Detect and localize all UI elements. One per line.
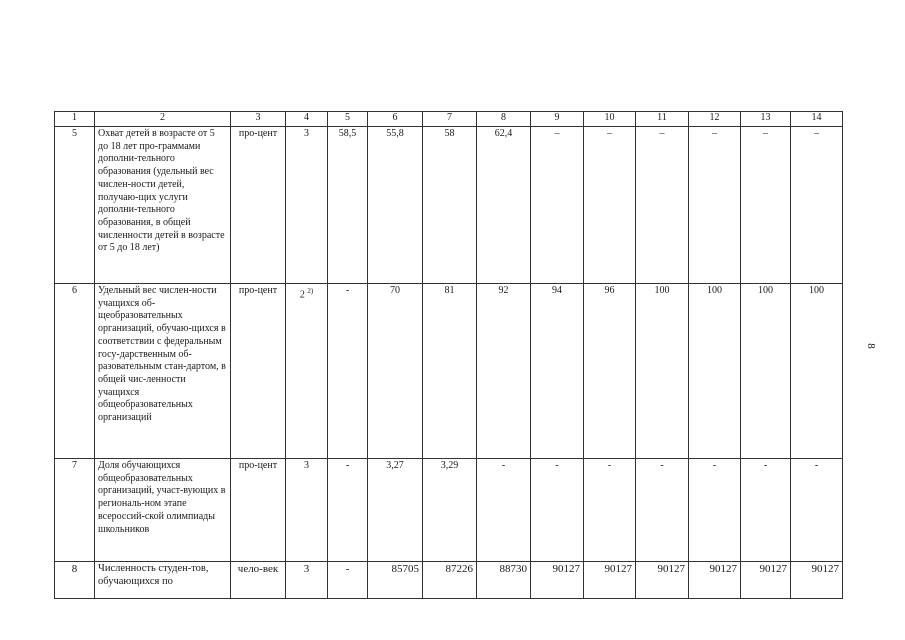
indicator-name: Доля обучающихся общеобразовательных организаций, участ-вующих в региональ-ном этапе всероссий-ской олимпиады школьников — [95, 459, 231, 562]
cell-col7: 3,29 — [423, 459, 477, 562]
cell-col13: – — [741, 127, 791, 284]
cell-col14: – — [791, 127, 843, 284]
cell-col9: 94 — [531, 284, 584, 459]
cell-col6: 55,8 — [368, 127, 423, 284]
header-cell: 14 — [791, 112, 843, 127]
cell-col6: 85705 — [368, 562, 423, 599]
header-cell: 12 — [689, 112, 741, 127]
cell-col12: – — [689, 127, 741, 284]
indicator-name: Охват детей в возрасте от 5 до 18 лет про-граммами дополни-тельного образования (удельный вес числен-ности детей, получаю-щих услуги дополни-тельного образования, в общей численности детей в возрасте от 5 до 18 лет) — [95, 127, 231, 284]
cell-col10: – — [584, 127, 636, 284]
header-cell: 1 — [55, 112, 95, 127]
cell-col12: 100 — [689, 284, 741, 459]
header-row — [55, 112, 843, 127]
table-row — [55, 459, 843, 562]
header-cell: 4 — [286, 112, 328, 127]
table-row — [55, 127, 843, 284]
cell-col5: - — [328, 284, 368, 459]
cell-col4: 3 — [286, 459, 328, 562]
header-cell: 9 — [531, 112, 584, 127]
header-cell: 3 — [231, 112, 286, 127]
table-row — [55, 284, 843, 459]
cell-col11: 100 — [636, 284, 689, 459]
indicator-name: Численность студен-тов, обучающихся по — [95, 562, 231, 599]
header-cell: 13 — [741, 112, 791, 127]
cell-col9: – — [531, 127, 584, 284]
cell-col8: 92 — [477, 284, 531, 459]
cell-col9: - — [531, 459, 584, 562]
indicators-table — [54, 111, 843, 599]
unit: про-цент — [231, 127, 286, 284]
cell-col4-value: 2 — [299, 289, 305, 301]
cell-col11: – — [636, 127, 689, 284]
cell-col4 — [286, 284, 328, 459]
cell-col6: 3,27 — [368, 459, 423, 562]
cell-col6: 70 — [368, 284, 423, 459]
cell-col8: 62,4 — [477, 127, 531, 284]
cell-col14: 90127 — [791, 562, 843, 599]
cell-col4: 3 — [286, 562, 328, 599]
cell-col13: - — [741, 459, 791, 562]
cell-col8: - — [477, 459, 531, 562]
header-cell: 11 — [636, 112, 689, 127]
cell-col10: 90127 — [584, 562, 636, 599]
cell-col5: - — [328, 459, 368, 562]
cell-col10: - — [584, 459, 636, 562]
cell-col7: 58 — [423, 127, 477, 284]
cell-col13: 90127 — [741, 562, 791, 599]
footnote-ref: 2) — [307, 287, 314, 295]
page-number: 8 — [864, 343, 877, 349]
cell-col11: - — [636, 459, 689, 562]
unit: чело-век — [231, 562, 286, 599]
header-cell: 7 — [423, 112, 477, 127]
cell-col7: 87226 — [423, 562, 477, 599]
header-cell: 6 — [368, 112, 423, 127]
cell-col14: 100 — [791, 284, 843, 459]
header-cell: 8 — [477, 112, 531, 127]
header-cell: 10 — [584, 112, 636, 127]
row-number: 6 — [55, 284, 95, 459]
row-number: 7 — [55, 459, 95, 562]
cell-col7: 81 — [423, 284, 477, 459]
header-cell: 2 — [95, 112, 231, 127]
cell-col10: 96 — [584, 284, 636, 459]
table-row — [55, 562, 843, 599]
unit: про-цент — [231, 459, 286, 562]
cell-col4: 3 — [286, 127, 328, 284]
cell-col13: 100 — [741, 284, 791, 459]
cell-col8: 88730 — [477, 562, 531, 599]
header-cell: 5 — [328, 112, 368, 127]
cell-col12: - — [689, 459, 741, 562]
row-number: 5 — [55, 127, 95, 284]
indicator-name: Удельный вес числен-ности учащихся об-щеобразовательных организаций, обучаю-щихся в соответствии с федеральным госу-дарственным об-разовательным стан-дартом, в общей чис-ленности учащихся общеобразовательных организаций — [95, 284, 231, 459]
cell-col9: 90127 — [531, 562, 584, 599]
cell-col11: 90127 — [636, 562, 689, 599]
cell-col5: 58,5 — [328, 127, 368, 284]
cell-col12: 90127 — [689, 562, 741, 599]
cell-col5: - — [328, 562, 368, 599]
unit: про-цент — [231, 284, 286, 459]
cell-col14: - — [791, 459, 843, 562]
row-number: 8 — [55, 562, 95, 599]
